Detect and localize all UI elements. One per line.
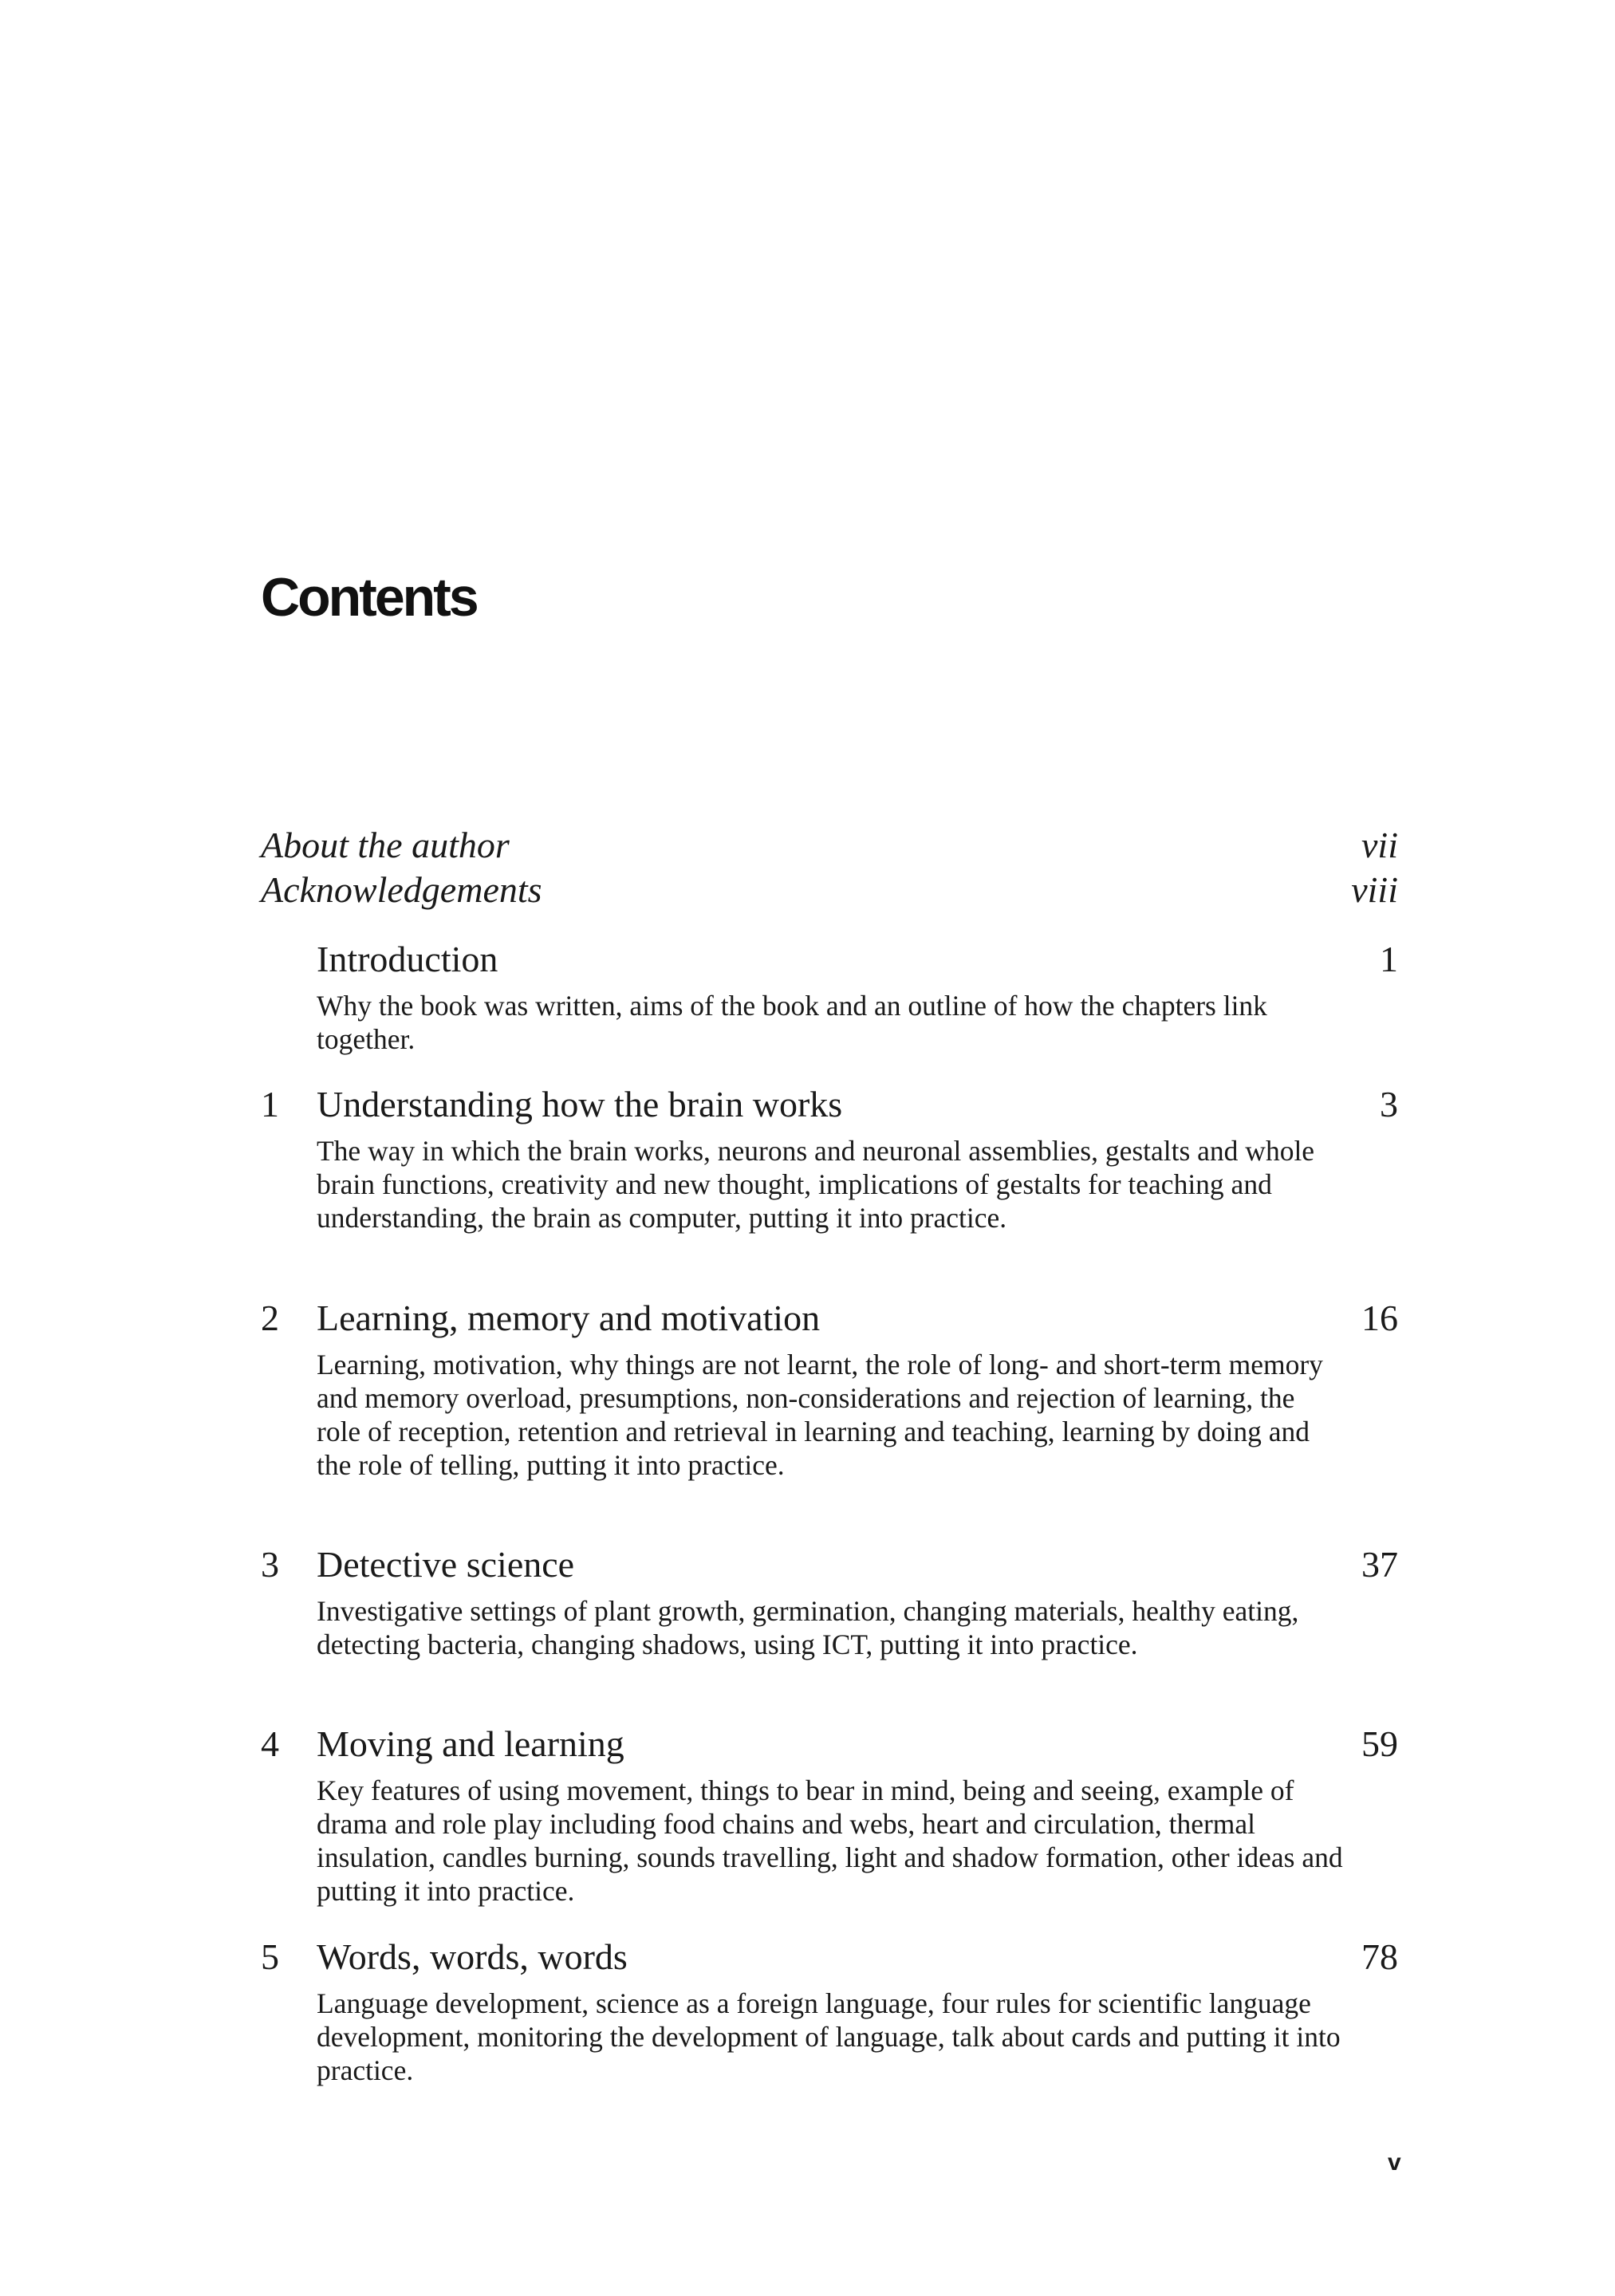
prelim-page-number: viii [1351, 869, 1398, 910]
chapter-title: Detective science [317, 1544, 575, 1585]
chapter-description: Key features of using movement, things to bear in mind, being and seeing, example of drama and role play including food chains and webs, heart and circulation, thermal insulation, candles burning, sounds travelling, light and shadow formation, other ideas and putting it into practice. [317, 1774, 1343, 1907]
prelim-title: Acknowledgements [261, 869, 542, 910]
chapter-description: Language development, science as a foreign language, four rules for scientific language development, monitoring the development of language, talk about cards and putting it into practice. [317, 1987, 1341, 2086]
page-title: Contents [261, 567, 477, 628]
chapter-number: 1 [261, 1084, 279, 1124]
chapter-title: Understanding how the brain works [317, 1084, 843, 1124]
chapter-number: 2 [261, 1298, 279, 1338]
chapter-page-number: 3 [1380, 1084, 1398, 1124]
page-folio: v [1388, 2149, 1401, 2176]
chapter-page-number: 78 [1361, 1936, 1398, 1977]
chapter-number: 5 [261, 1936, 279, 1977]
prelim-entry-about-author [261, 821, 1398, 869]
chapter-description: Why the book was written, aims of the book and an outline of how the chapters link together. [317, 990, 1267, 1055]
chapter-title: Words, words, words [317, 1936, 628, 1977]
chapter-description: Learning, motivation, why things are not learnt, the role of long- and short-term memory and memory overload, presumptions, non-considerations and rejection of learning, the role of reception, retention and retrieval in learning and teaching, learning by doing and the role of telling, putting it into practice. [317, 1349, 1323, 1481]
chapter-description: Investigative settings of plant growth, germination, changing materials, healthy eating, detecting bacteria, changing shadows, using ICT, putting it into practice. [317, 1595, 1299, 1660]
prelim-title: About the author [261, 825, 510, 865]
chapter-page-number: 37 [1361, 1544, 1398, 1585]
chapter-number: 4 [261, 1723, 279, 1764]
chapter-title: Learning, memory and motivation [317, 1298, 821, 1338]
chapter-number: 3 [261, 1544, 279, 1585]
chapter-title: Moving and learning [317, 1723, 624, 1764]
chapter-page-number: 1 [1380, 939, 1398, 979]
chapter-title: Introduction [317, 939, 498, 979]
prelim-entry-acknowledgements [261, 866, 1398, 914]
chapter-description: The way in which the brain works, neurons and neuronal assemblies, gestalts and whole brain functions, creativity and new thought, implications of gestalts for teaching and understanding, the brain as computer, putting it into practice. [317, 1135, 1315, 1234]
chapter-page-number: 59 [1361, 1723, 1398, 1764]
chapter-page-number: 16 [1361, 1298, 1398, 1338]
prelim-page-number: vii [1361, 825, 1398, 865]
